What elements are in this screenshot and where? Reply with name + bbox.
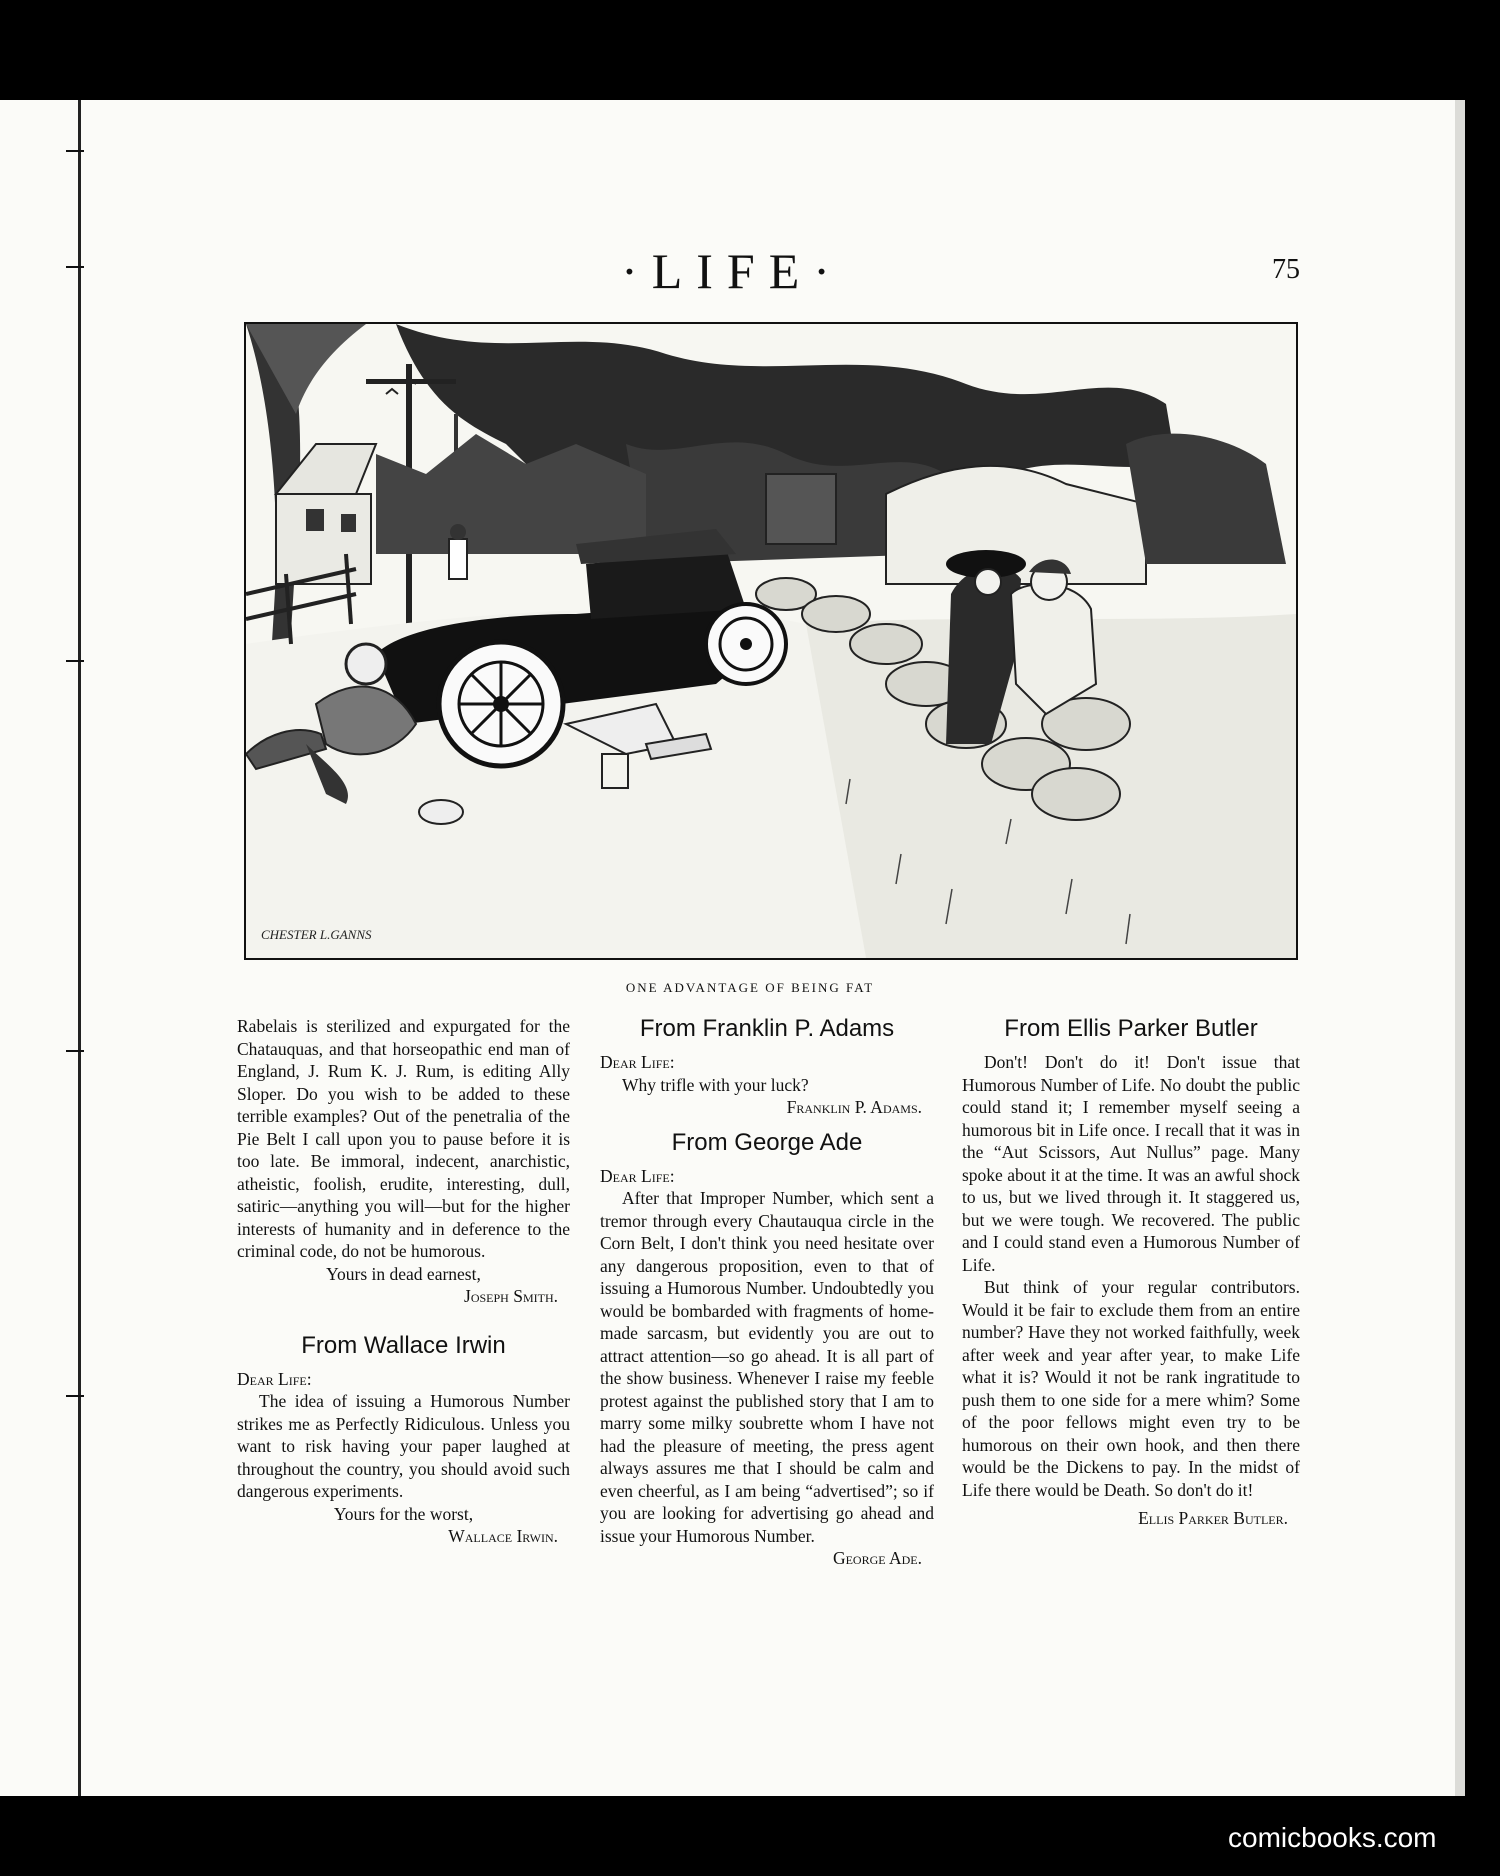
binding-mark: [66, 660, 84, 662]
section-heading: From George Ade: [671, 1128, 863, 1156]
cartoon-illustration: [244, 322, 1298, 960]
page-edge: [1455, 100, 1465, 1796]
magazine-page: [0, 100, 1465, 1796]
binding-gutter: [78, 100, 81, 1796]
site-watermark: comicbooks.com: [1228, 1822, 1437, 1853]
letter-paragraph: After that Improper Number, which sent a tremor through every Chautauqua circle in the Corn Belt, I don't think you need hesitate over any dangerous proposition, even to that of issuing a Humorous Number. Undoubtedly you would be bombarded with fragments of home-made sarcasm, but evidently you are out to attract attention—so go ahead. It is all part of the show business. Whenever I raise my feeble protest against the published story that I am to marry some milky soubrette whom I have not had the pleasure of meeting, the press agent always assures me that I should be calm and even cheerful, as I am being “advertised”; so if you are looking for advertising go ahead and issue your Humorous Number.: [600, 1188, 934, 1546]
column-2: [600, 1015, 934, 1570]
letter-salutation: Dear Life:: [600, 1052, 675, 1072]
masthead-title: ·LIFE·: [621, 243, 844, 299]
letter-signature: George Ade.: [832, 1548, 922, 1568]
letter-signature: Franklin P. Adams.: [786, 1097, 922, 1117]
letter-signature: Wallace Irwin.: [448, 1526, 558, 1546]
column-1: [237, 1015, 570, 1548]
binding-mark: [66, 150, 84, 152]
letter-signature: Joseph Smith.: [464, 1286, 558, 1306]
letter-paragraph: Why trifle with your luck?: [622, 1074, 809, 1095]
binding-mark: [66, 1395, 84, 1397]
letter-paragraph: The idea of issuing a Humorous Number strikes me as Perfectly Ridiculous. Unless you want to risk having your paper laughed at throughout the country, you should avoid such dangerous experiments.: [237, 1391, 570, 1501]
page-number: 75: [1272, 254, 1300, 285]
letter-paragraph: Rabelais is sterilized and expurgated for the Chatauquas, and that horseopathic end man of England, J. Rum K. J. Rum, is editing Ally Sloper. Do you wish to be added to these terrible examples? Out of the penetralia of the Pie Belt I call upon you to pause before it is too late. Be immoral, indecent, anarchistic, atheistic, foolish, erudite, interesting, dull, satiric—anything you will—but for the higher interests of humanity and in deference to the criminal code, do not be humorous.: [237, 1016, 570, 1261]
illustration-caption: ONE ADVANTAGE OF BEING FAT: [625, 980, 875, 995]
letter-closing: Yours in dead earnest,: [326, 1263, 481, 1284]
letter-salutation: Dear Life:: [237, 1368, 312, 1389]
section-heading: From Wallace Irwin: [301, 1331, 506, 1359]
letter-signature: Ellis Parker Butler.: [1138, 1508, 1288, 1528]
binding-mark: [66, 1050, 84, 1052]
cartoon-drawing: [246, 324, 1296, 958]
letter-closing: Yours for the worst,: [333, 1503, 474, 1524]
letter-salutation: Dear Life:: [600, 1165, 675, 1186]
section-heading: From Ellis Parker Butler: [1004, 1015, 1258, 1042]
letter-paragraph: But think of your regular contributors. Would it be fair to exclude them from an entire number? Have they not worked faithfully, week after week and year after year, to make Life what it is? Would it not be rank ingratitude to push them to one side for a mere whim? Some of the poor fellows might even try to be humorous on their own hook, and then there would be the Dickens to pay. In the midst of Life there would be Death. So don't do it!: [962, 1277, 1300, 1500]
artist-signature: CHESTER L.GANNS: [261, 927, 372, 942]
column-3: [962, 1015, 1300, 1530]
section-heading: From Franklin P. Adams: [639, 1015, 895, 1042]
letter-paragraph: Don't! Don't do it! Don't issue that Humorous Number of Life. No doubt the public could stand it; I remember myself seeing a humorous bit in Life once. I recall that it was in the “Aut Scissors, Aut Nullus” page. Many spoke about it at the time. It was an awful shock to us, but we lived through it. It staggered us, but we were tough. We recovered. The public and I could stand even a Humorous Number of Life.: [962, 1052, 1300, 1275]
